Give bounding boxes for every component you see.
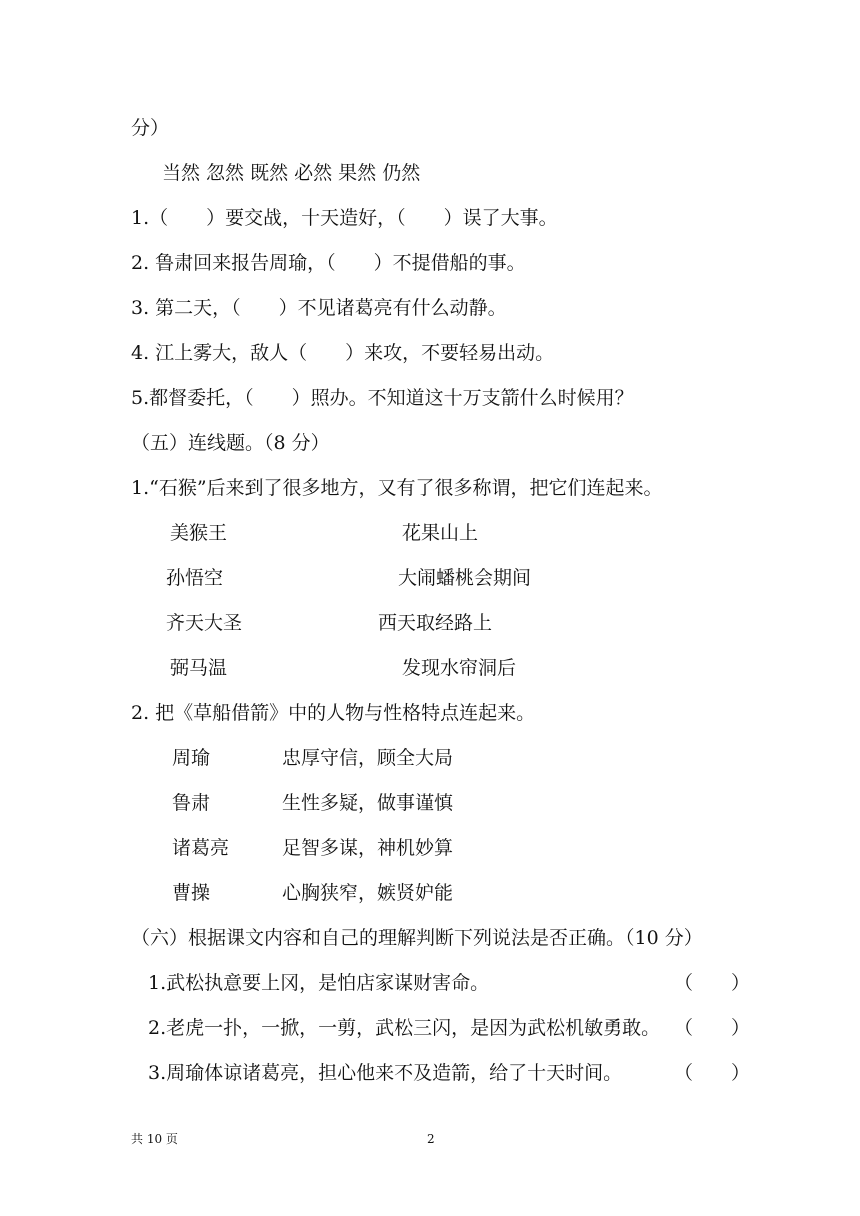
match-question-1: 1.“石猴”后来到了很多地方，又有了很多称谓，把它们连起来。: [131, 477, 663, 499]
fill-question-2: 2. 鲁肃回来报告周瑜，（ ）不提借船的事。: [131, 252, 526, 274]
fill-question-5: 5.都督委托，（ ）照办。不知道这十万支箭什么时候用？: [131, 387, 634, 409]
match2-left-item: 周瑜: [172, 747, 211, 769]
match1-right-item: 西天取经路上: [378, 612, 493, 634]
fill-question-4: 4. 江上雾大，敌人（ ）来攻，不要轻易出动。: [131, 342, 555, 364]
match-question-2: 2. 把《草船借箭》中的人物与性格特点连起来。: [131, 702, 536, 724]
word-bank: 当然 忽然 既然 必然 果然 仍然: [162, 162, 421, 184]
judge-statement: 1.武松执意要上冈，是怕店家谋财害命。: [148, 972, 490, 994]
match2-right-item: 生性多疑，做事谨慎: [282, 792, 454, 814]
judge-answer-bracket: （ ）: [674, 1062, 751, 1084]
match2-left-item: 鲁肃: [172, 792, 211, 814]
match1-left-item: 孙悟空: [166, 567, 224, 589]
match1-left-item: 美猴王: [170, 522, 228, 544]
match2-left-item: 诸葛亮: [172, 837, 230, 859]
match1-right-item: 发现水帘洞后: [402, 657, 517, 679]
section-heading-5: （五）连线题。（8 分）: [131, 432, 330, 454]
match1-right-item: 大闹蟠桃会期间: [398, 567, 532, 589]
footer-total-pages: 共 10 页: [131, 1132, 178, 1146]
footer-page-number: 2: [427, 1132, 435, 1146]
judge-answer-bracket: （ ）: [674, 972, 751, 994]
fill-question-3: 3. 第二天，（ ）不见诸葛亮有什么动静。: [131, 297, 507, 319]
fill-question-1: 1.（ ）要交战，十天造好，（ ）误了大事。: [131, 207, 558, 229]
judge-statement: 2.老虎一扑，一掀，一剪，武松三闪，是因为武松机敏勇敢。: [148, 1017, 661, 1039]
match1-right-item: 花果山上: [402, 522, 479, 544]
match1-left-item: 齐天大圣: [166, 612, 243, 634]
match1-left-item: 弼马温: [170, 657, 228, 679]
judge-statement: 3.周瑜体谅诸葛亮，担心他来不及造箭，给了十天时间。: [148, 1062, 623, 1084]
text-line-fen: 分）: [131, 117, 170, 139]
match2-right-item: 足智多谋，神机妙算: [282, 837, 454, 859]
match2-left-item: 曹操: [172, 882, 211, 904]
match2-right-item: 忠厚守信，顾全大局: [282, 747, 454, 769]
judge-answer-bracket: （ ）: [674, 1017, 751, 1039]
section-heading-6: （六）根据课文内容和自己的理解判断下列说法是否正确。（10 分）: [131, 927, 703, 949]
match2-right-item: 心胸狭窄，嫉贤妒能: [282, 882, 454, 904]
